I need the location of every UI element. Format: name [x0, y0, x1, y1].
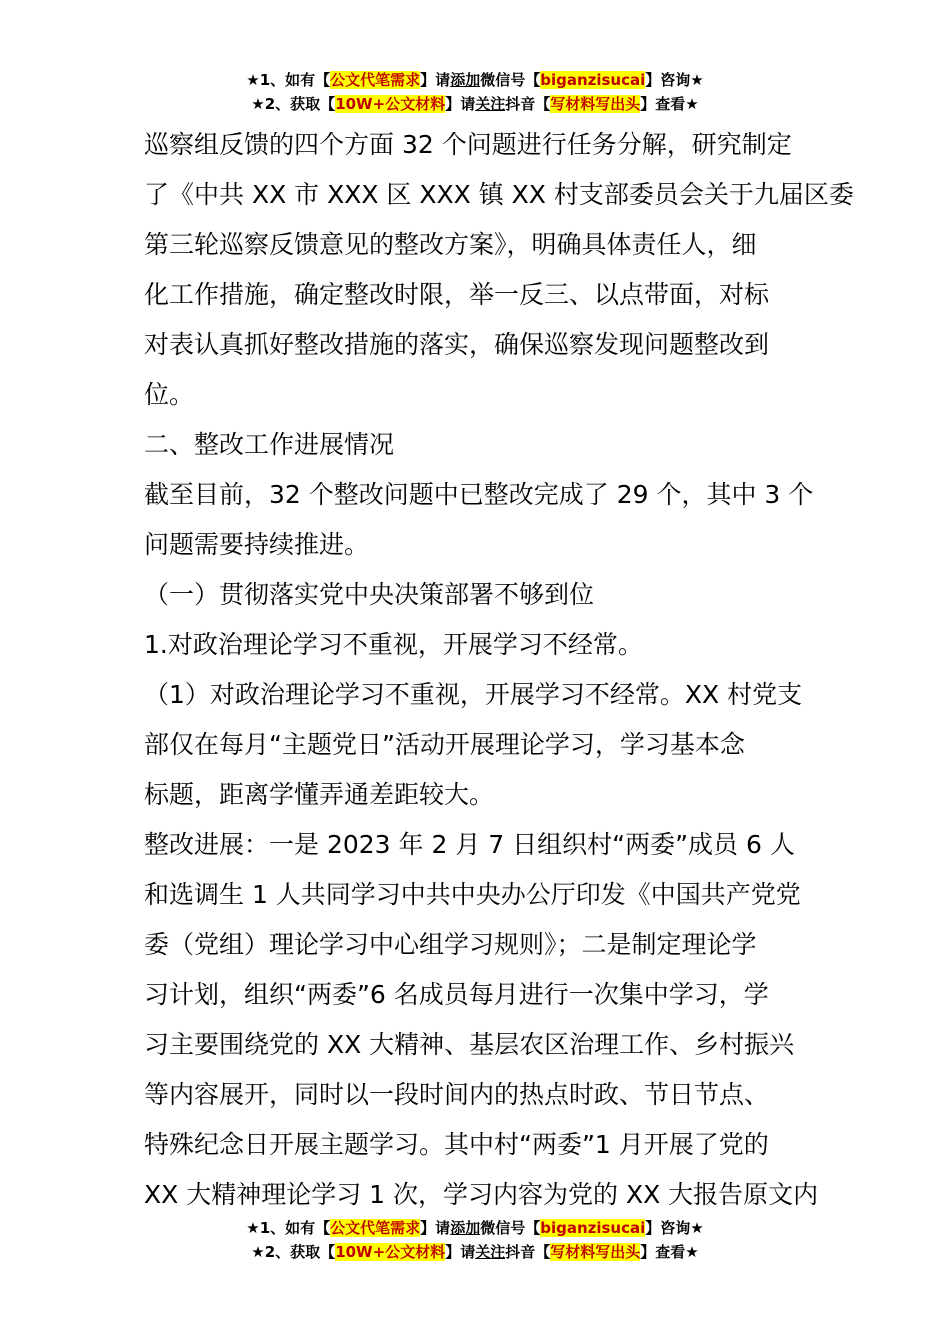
banner-text: ★1、如有【 [246, 71, 331, 89]
body-line: XX 大精神理论学习 1 次，学习内容为党的 XX 大报告原文内 [144, 1180, 819, 1209]
banner-text: 】请 [445, 95, 476, 113]
body-line: （1）对政治理论学习不重视，开展学习不经常。XX 村党支 [144, 680, 803, 709]
banner-highlight: biganzisucai [540, 1219, 646, 1237]
body-line: 和选调生 1 人共同学习中共中央办公厅印发《中国共产党党 [144, 880, 801, 909]
body-line: 第三轮巡察反馈意见的整改方案》，明确具体责任人，细 [144, 230, 757, 259]
body-line: 化工作措施，确定整改时限，举一反三、以点带面，对标 [144, 280, 770, 309]
subsection-heading: （一）贯彻落实党中央决策部署不够到位 [144, 580, 595, 609]
banner-line-2 [0, 1240, 950, 1264]
body-line: 了《中共 XX 市 XXX 区 XXX 镇 XX 村支部委员会关于九届区委 [144, 180, 854, 209]
item-heading: 1.对政治理论学习不重视，开展学习不经常。 [144, 630, 643, 659]
banner-text: 抖音【 [505, 95, 551, 113]
body-line: 标题，距离学懂弄通差距较大。 [144, 780, 495, 809]
body-line: 问题需要持续推进。 [144, 530, 370, 559]
banner-text: 微信号【 [480, 1219, 541, 1237]
banner-highlight: 10W+公文材料 [335, 95, 446, 113]
banner-highlight: 写材料写出头 [550, 1243, 641, 1261]
banner-text: 微信号【 [480, 71, 541, 89]
body-line: 习主要围绕党的 XX 大精神、基层农区治理工作、乡村振兴 [144, 1030, 795, 1059]
body-line: 习计划，组织“两委”6 名成员每月进行一次集中学习，学 [144, 980, 769, 1009]
banner-text: 】查看★ [640, 95, 699, 113]
banner-text: 】请 [420, 1219, 451, 1237]
section-heading: 二、整改工作进展情况 [144, 430, 395, 459]
banner-line-1 [0, 68, 950, 92]
banner-text: ★2、获取【 [251, 95, 336, 113]
body-line: 等内容展开，同时以一段时间内的热点时政、节日节点、 [144, 1080, 770, 1109]
banner-highlight: 10W+公文材料 [335, 1243, 446, 1261]
body-line: 部仅在每月“主题党日”活动开展理论学习，学习基本念 [144, 730, 745, 759]
banner-highlight: biganzisucai [540, 71, 646, 89]
banner-line-2 [0, 92, 950, 116]
body-line: 截至目前，32 个整改问题中已整改完成了 29 个，其中 3 个 [144, 480, 814, 509]
document-body [144, 120, 854, 1220]
banner-underline: 添加 [450, 71, 481, 89]
banner-line-1 [0, 1216, 950, 1240]
banner-text: 】咨询★ [645, 1219, 704, 1237]
body-line: 巡察组反馈的四个方面 32 个问题进行任务分解，研究制定 [144, 130, 792, 159]
body-line: 对表认真抓好整改措施的落实，确保巡察发现问题整改到 [144, 330, 770, 359]
banner-text: ★1、如有【 [246, 1219, 331, 1237]
banner-highlight: 写材料写出头 [550, 95, 641, 113]
banner-underline: 添加 [450, 1219, 481, 1237]
banner-text: 】查看★ [640, 1243, 699, 1261]
banner-highlight: 公文代笔需求 [330, 1219, 421, 1237]
body-line: 整改进展：一是 2023 年 2 月 7 日组织村“两委”成员 6 人 [144, 830, 795, 859]
banner-underline: 关注 [475, 95, 506, 113]
banner-text: 抖音【 [505, 1243, 551, 1261]
banner-text: 】请 [445, 1243, 476, 1261]
banner-text: 】请 [420, 71, 451, 89]
footer-banner [0, 1216, 950, 1264]
body-line: 位。 [144, 380, 195, 409]
banner-text: ★2、获取【 [251, 1243, 336, 1261]
banner-text: 】咨询★ [645, 71, 704, 89]
banner-underline: 关注 [475, 1243, 506, 1261]
body-line: 特殊纪念日开展主题学习。其中村“两委”1 月开展了党的 [144, 1130, 769, 1159]
banner-highlight: 公文代笔需求 [330, 71, 421, 89]
body-line: 委（党组）理论学习中心组学习规则》；二是制定理论学 [144, 930, 757, 959]
header-banner [0, 68, 950, 116]
